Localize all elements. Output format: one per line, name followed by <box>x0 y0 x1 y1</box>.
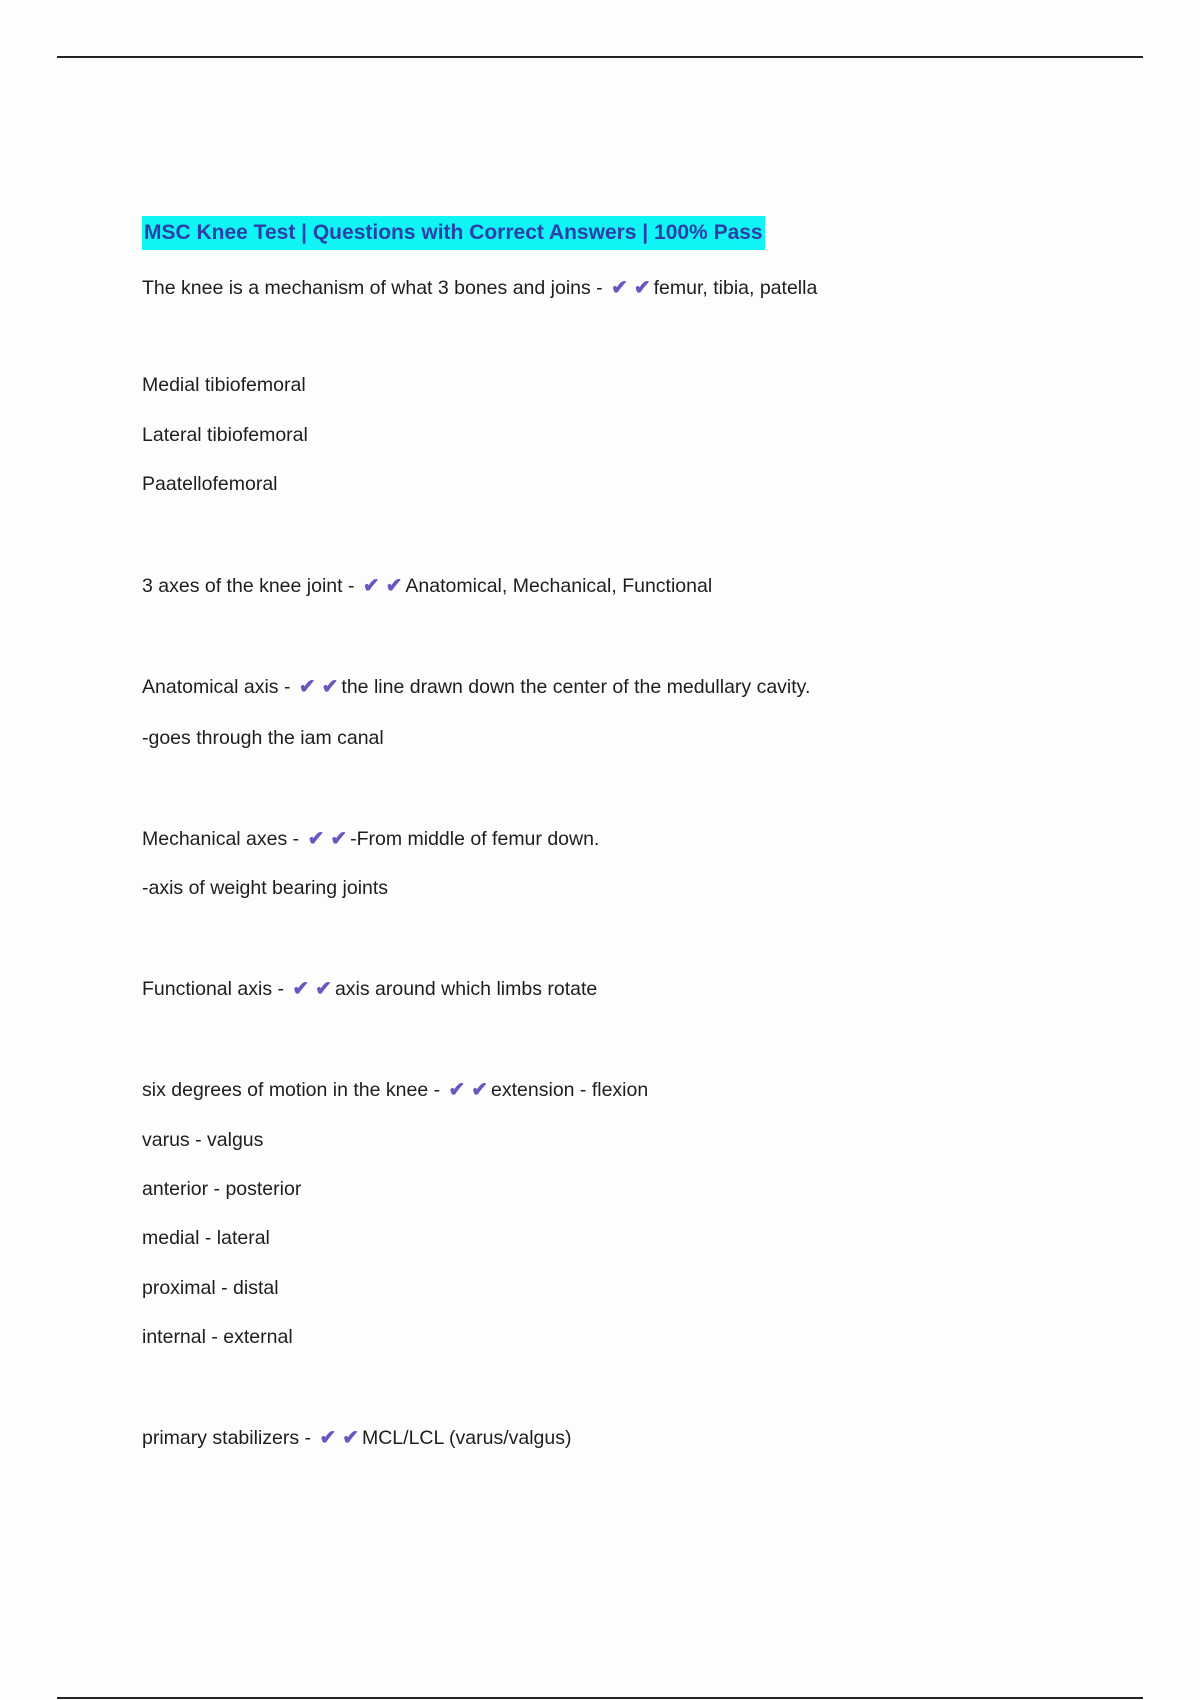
checkmark-icon: ✔ <box>330 828 348 850</box>
question-text: Anatomical axis - <box>142 676 296 698</box>
checkmark-icon: ✔ <box>385 575 403 597</box>
checkmark-icon: ✔ <box>321 676 339 698</box>
body-text-line: Paatellofemoral <box>142 473 278 495</box>
checkmark-icon: ✔ <box>633 277 651 299</box>
body-text-line: proximal - distal <box>142 1277 279 1299</box>
answer-text: femur, tibia, patella <box>653 277 818 299</box>
answer-text: axis around which limbs rotate <box>334 978 598 1000</box>
question-text: Mechanical axes - <box>142 828 305 850</box>
answer-text: -From middle of femur down. <box>350 828 600 850</box>
body-text-line: anterior - posterior <box>142 1178 302 1200</box>
checkmark-icon: ✔ <box>471 1079 489 1101</box>
question-text: 3 axes of the knee joint - <box>142 575 360 597</box>
body-text-line: -axis of weight bearing joints <box>142 877 389 899</box>
checkmark-icon: ✔ <box>298 676 316 698</box>
question-answer-line <box>142 977 597 1001</box>
question-text: The knee is a mechanism of what 3 bones and joins - <box>142 277 609 299</box>
answer-text: MCL/LCL (varus/valgus) <box>361 1427 572 1449</box>
question-answer-line <box>142 1078 648 1102</box>
checkmark-icon: ✔ <box>448 1079 466 1101</box>
top-rule <box>57 56 1143 58</box>
checkmark-icon: ✔ <box>611 277 628 299</box>
body-text-line: Medial tibiofemoral <box>142 374 306 396</box>
checkmark-icon: ✔ <box>292 978 310 1000</box>
question-answer-line <box>142 1426 572 1450</box>
question-text: six degrees of motion in the knee - <box>142 1079 446 1101</box>
checkmark-icon: ✔ <box>362 575 380 597</box>
question-answer-line <box>142 574 712 598</box>
answer-text: the line drawn down the center of the medullary cavity. <box>341 676 811 698</box>
question-text: Functional axis - <box>142 978 290 1000</box>
checkmark-icon: ✔ <box>307 828 325 850</box>
document-title: MSC Knee Test | Questions with Correct Answers | 100% Pass <box>142 216 765 250</box>
body-text-line: medial - lateral <box>142 1227 270 1249</box>
question-answer-line <box>142 276 817 300</box>
body-text-line: -goes through the iam canal <box>142 727 384 749</box>
body-text-line: varus - valgus <box>142 1129 264 1151</box>
question-answer-line <box>142 675 810 699</box>
answer-text: extension - flexion <box>491 1079 649 1101</box>
bottom-rule <box>57 1697 1143 1699</box>
body-text-line: Lateral tibiofemoral <box>142 424 308 446</box>
question-text: primary stabilizers - <box>142 1427 317 1449</box>
checkmark-icon: ✔ <box>342 1427 359 1449</box>
checkmark-icon: ✔ <box>319 1427 337 1449</box>
answer-text: Anatomical, Mechanical, Functional <box>405 575 713 597</box>
checkmark-icon: ✔ <box>315 978 332 1000</box>
question-answer-line <box>142 827 599 851</box>
body-text-line: internal - external <box>142 1326 293 1348</box>
